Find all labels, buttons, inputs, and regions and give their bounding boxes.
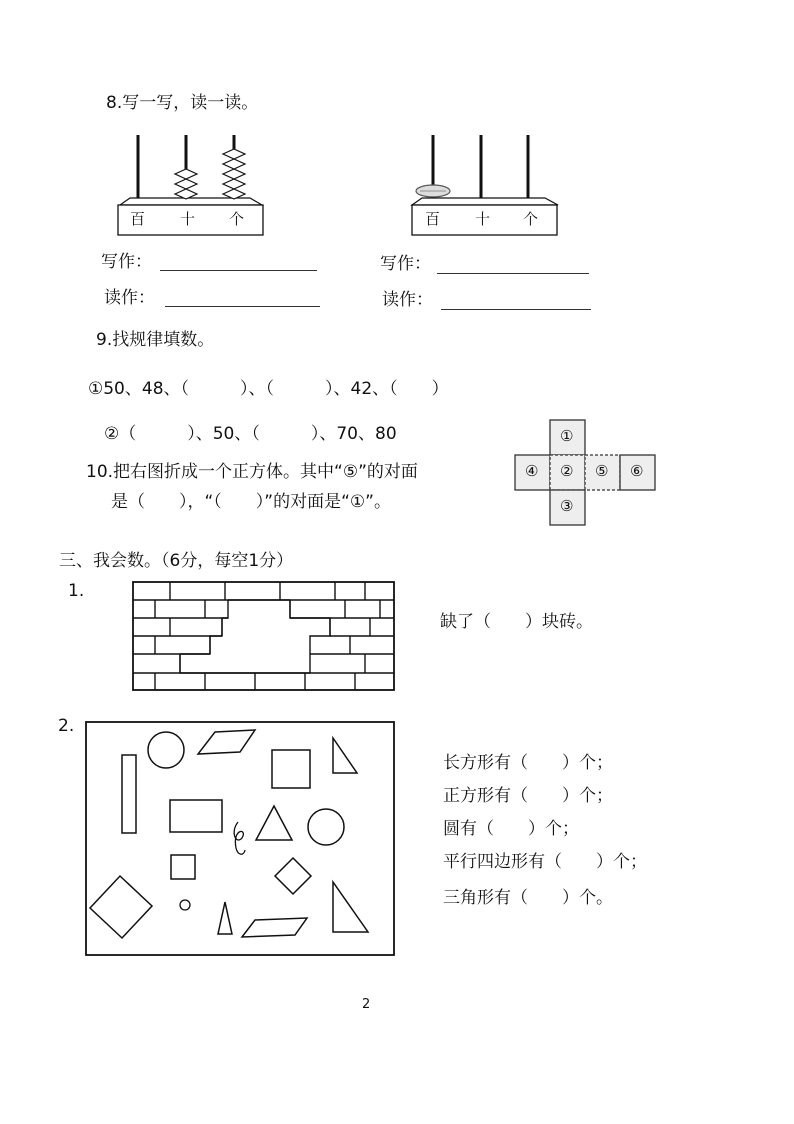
section3-title: 三、我会数。（6分，每空1分） — [59, 551, 294, 571]
q2-line-squares: 正方形有（ ）个； — [443, 786, 613, 806]
abacus-right-label-hundreds: 百 — [425, 210, 441, 228]
net-face-top: ① — [560, 427, 574, 445]
q2-line-circles: 圆有（ ）个； — [443, 819, 579, 839]
q2-line-parallelograms: 平行四边形有（ ）个； — [443, 852, 647, 872]
abacus-left-label-ones: 个 — [229, 210, 245, 228]
net-face-left: ④ — [525, 462, 539, 480]
page-number: 2 — [362, 997, 371, 1012]
read-label-right: 读作： — [382, 290, 433, 310]
abacus-left-label-hundreds: 百 — [130, 210, 146, 228]
q1-answer: 缺了（ ）块砖。 — [440, 612, 593, 632]
abacus-left-label-tens: 十 — [180, 210, 196, 228]
q10-line-1: 10.把右图折成一个正方体。其中“⑤”的对面 — [86, 462, 418, 482]
net-face-bottom: ③ — [560, 497, 574, 515]
read-label-left: 读作： — [104, 288, 155, 308]
abacus-right-label-tens: 十 — [475, 210, 491, 228]
q10-line-2: 是（ ），“（ ）”的对面是“①”。 — [111, 492, 391, 512]
write-label-left: 写作： — [101, 252, 152, 272]
q9-title: 9.找规律填数。 — [96, 330, 215, 350]
q8-title: 8.写一写，读一读。 — [106, 93, 259, 113]
write-label-right: 写作： — [380, 254, 431, 274]
q2-number: 2. — [58, 716, 75, 736]
q2-line-triangles: 三角形有（ ）个。 — [443, 888, 613, 908]
q1-number: 1. — [68, 581, 85, 601]
net-face-right1: ⑤ — [595, 462, 609, 480]
net-face-right2: ⑥ — [630, 462, 644, 480]
net-face-center: ② — [560, 462, 574, 480]
q9-sequence-1: ①50、48、（ ）、（ ）、42、（ ） — [88, 379, 449, 399]
abacus-right-label-ones: 个 — [523, 210, 539, 228]
q2-line-rectangles: 长方形有（ ）个； — [443, 753, 613, 773]
q9-sequence-2: ②（ ）、50、（ ）、70、80 — [104, 424, 397, 444]
